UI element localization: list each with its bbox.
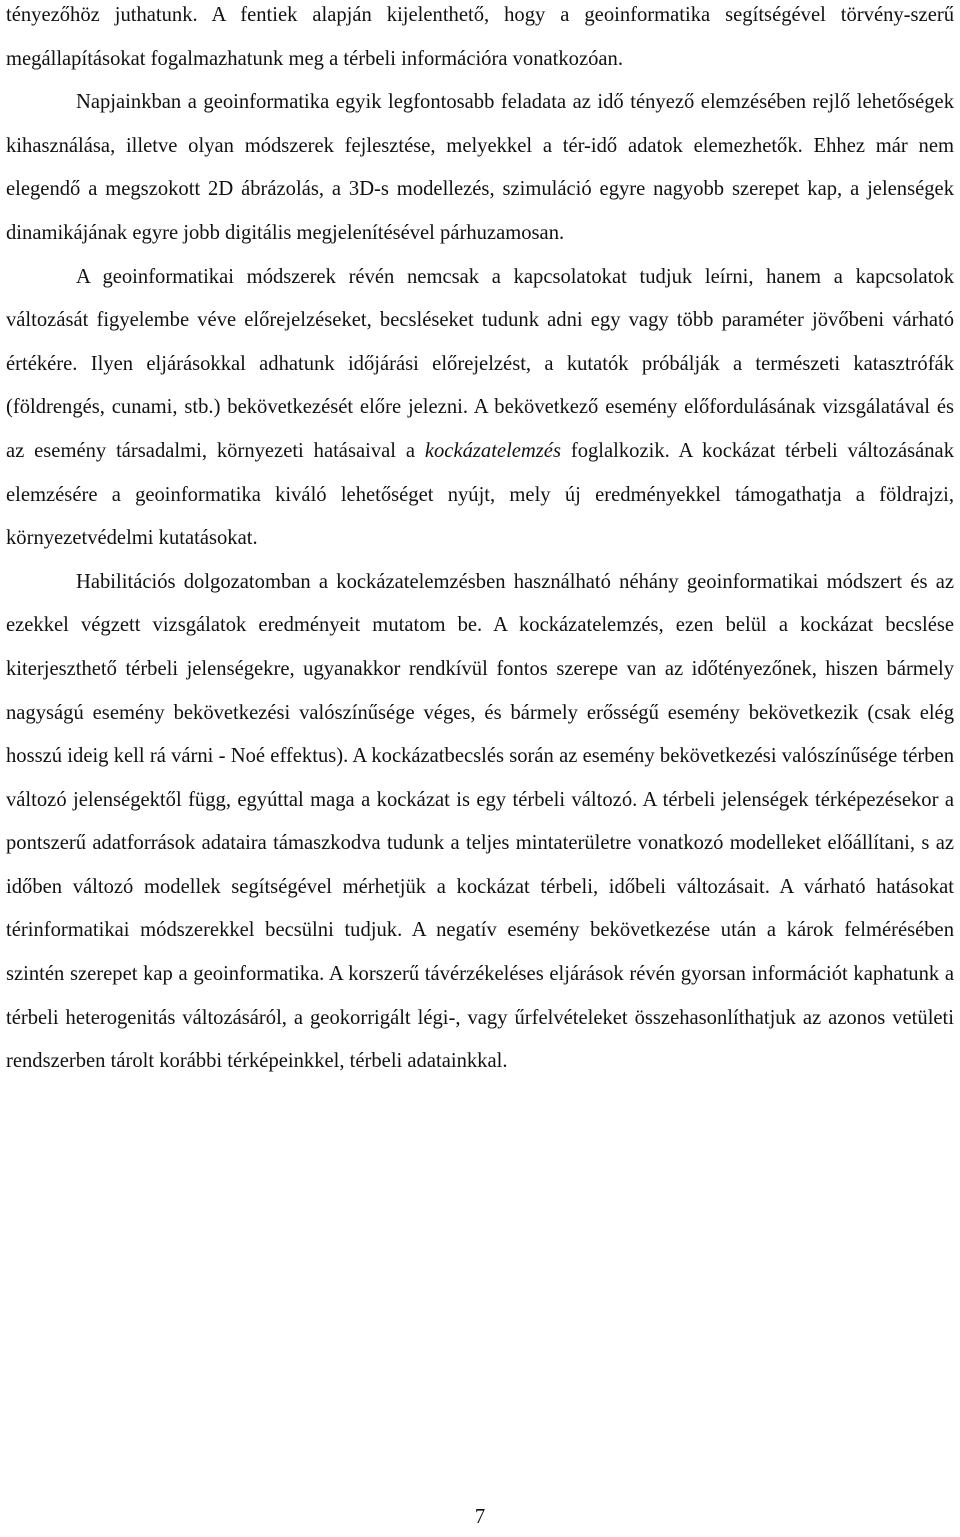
paragraph-timespace: Napjainkban a geoinformatika egyik legfontosabb feladata az idő tényező elemzésében rejlő lehetőségek kihasználása, illetve olyan módszerek fejlesztése, melyekkel a tér-idő adatok elemezhetők. Ehhez már nem elegendő a megszokott 2D ábrázolás, a 3D-s modellezés, szimuláció egyre nagyobb szerepet kap, a jelenségek dinamikájának egyre jobb digitális megjelenítésével párhuzamosan. [6, 91, 954, 244]
paragraph-habilitation: Habilitációs dolgozatomban a kockázatelemzésben használható néhány geoinformatikai módszert és az ezekkel végzett vizsgálatok eredményeit mutatom be. A kockázatelemzés, ezen belül a kockázat becslése kiterjeszthető térbeli jelenségekre, ugyanakkor rendkívül fontos szerepe van az időtényezőnek, hiszen bármely nagyságú esemény bekövetkezési valószínűsége véges, és bármely erősségű esemény bekövetkezik (csak elég hosszú ideig kell rá várni - Noé effektus). A kockázatbecslés során az esemény bekövetkezési valószínűsége térben változó jelenségektől függ, egyúttal maga a kockázat is egy térbeli változó. A térbeli jelenségek térképezésekor a pontszerű adatforrások adataira támaszkodva tudunk a teljes mintaterületre vonatkozó modelleket előállítani, s az időben változó modellek segítségével mérhetjük a kockázat térbeli, időbeli változásait. A várható hatásokat térinformatikai módszerekkel becsülni tudjuk. A negatív esemény bekövetkezése után a károk felmérésében szintén szerepet kap a geoinformatika. A korszerű távérzékeléses eljárások révén gyorsan információt kaphatunk a térbeli heterogenitás változásáról, a geokorrigált légi-, vagy űrfelvételeket összehasonlíthatjuk az azonos vetületi rendszerben tárolt korábbi térképeinkkel, térbeli adatainkkal. [6, 570, 954, 1073]
page-number: 7 [474, 1506, 486, 1528]
paragraph-prediction-text-after: foglalkozik. A kockázat térbeli változásának elemzésére a geoinformatika kiváló lehetőséget nyújt, mely új eredményekkel támogathatja a földrajzi, környezetvédelmi kutatásokat. [6, 439, 954, 550]
emphasis-term: kockázatelemzés [424, 439, 561, 462]
document-page [6, 0, 954, 1084]
paragraph-prediction [6, 256, 954, 561]
paragraph-prediction-text-before: A geoinformatikai módszerek révén nemcsak a kapcsolatokat tudjuk leírni, hanem a kapcsolatok változását figyelembe véve előrejelzéseket, becsléseket tudunk adni egy vagy több paraméter jövőbeni várható értékére. Ilyen eljárásokkal adhatunk időjárási előrejelzést, a kutatók próbálják a természeti katasztrófák (földrengés, cunami, stb.) bekövetkezését előre jelezni. A bekövetkező esemény előfordulásának vizsgálatával és az esemény társadalmi, környezeti hatásaival a [6, 265, 954, 462]
paragraph-continuation: tényezőhöz juthatunk. A fentiek alapján kijelenthető, hogy a geoinformatika segítségével törvény-szerű megállapításokat fogalmazhatunk meg a térbeli információra vonatkozóan. [6, 4, 954, 70]
